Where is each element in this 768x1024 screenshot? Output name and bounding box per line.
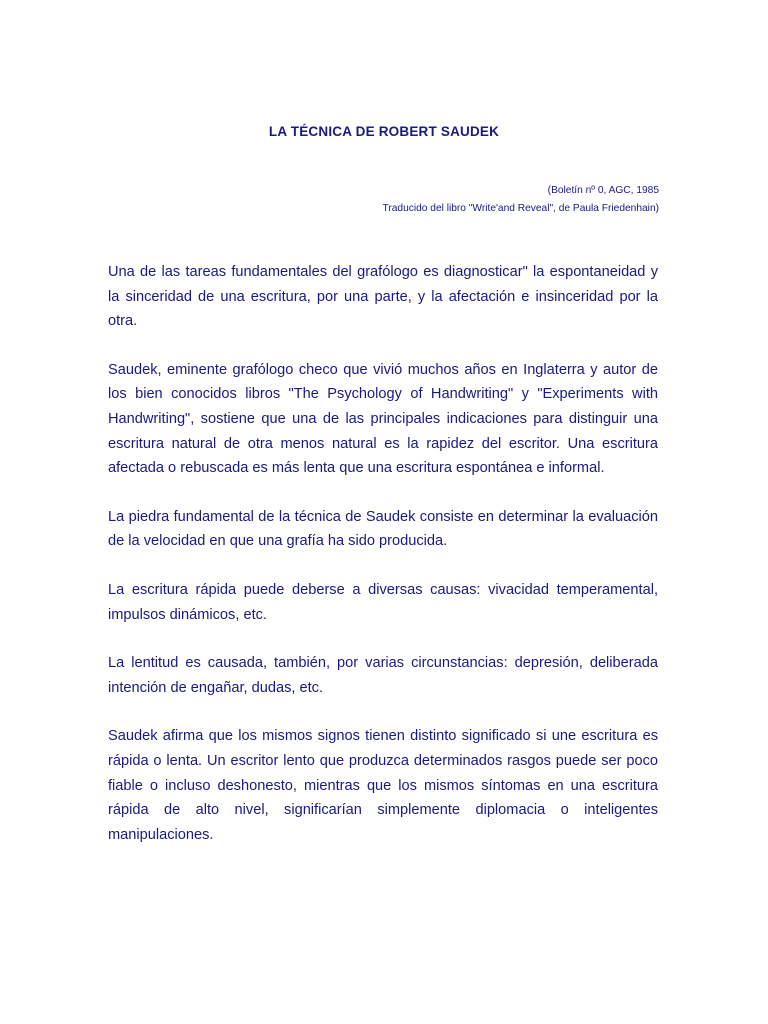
paragraph: La escritura rápida puede deberse a diversas causas: vivacidad temperamental, impulsos dinámicos, etc. bbox=[108, 581, 658, 623]
paragraph: La lentitud es causada, también, por varias circunstancias: depresión, deliberada intención de engañar, dudas, etc. bbox=[108, 655, 658, 696]
source-bulletin-line: (Boletín nº 0, AGC, 1985 bbox=[547, 185, 659, 196]
source-citation bbox=[383, 182, 659, 218]
document-body bbox=[108, 260, 658, 871]
paragraph: Una de las tareas fundamentales del grafólogo es diagnosticar" la espontaneidad y la sinceridad de una escritura, por una parte, y la afectación e insinceridad por la otra. bbox=[108, 264, 658, 330]
paragraph: La piedra fundamental de la técnica de Saudek consiste en determinar la evaluación de la velocidad en que una grafía ha sido producida. bbox=[108, 508, 658, 550]
document-title: LA TÉCNICA DE ROBERT SAUDEK bbox=[268, 124, 500, 139]
paragraph: Saudek, eminente grafólogo checo que vivió muchos años en Inglaterra y autor de los bien conocidos libros "The Psychology of Handwriting" y "Experiments with Handwriting", sostiene que una de las principales indicaciones para distinguir una escritura natural de otra menos natural es la rapidez del escritor. Una escritura afectada o rebuscada es más lenta que una escritura espontánea e informal. bbox=[108, 361, 658, 477]
source-translation-line: Traducido del libro "Write'and Reveal", de Paula Friedenhain) bbox=[382, 203, 659, 214]
paragraph: Saudek afirma que los mismos signos tienen distinto significado si une escritura es rápida o lenta. Un escritor lento que produzca determinados rasgos puede ser poco fiable o incluso deshonesto, mientras que los mismos síntomas en una escritura rápida de alto nivel, significarían simplemente diplomacia o inteligentes manipulaciones. bbox=[108, 728, 658, 843]
